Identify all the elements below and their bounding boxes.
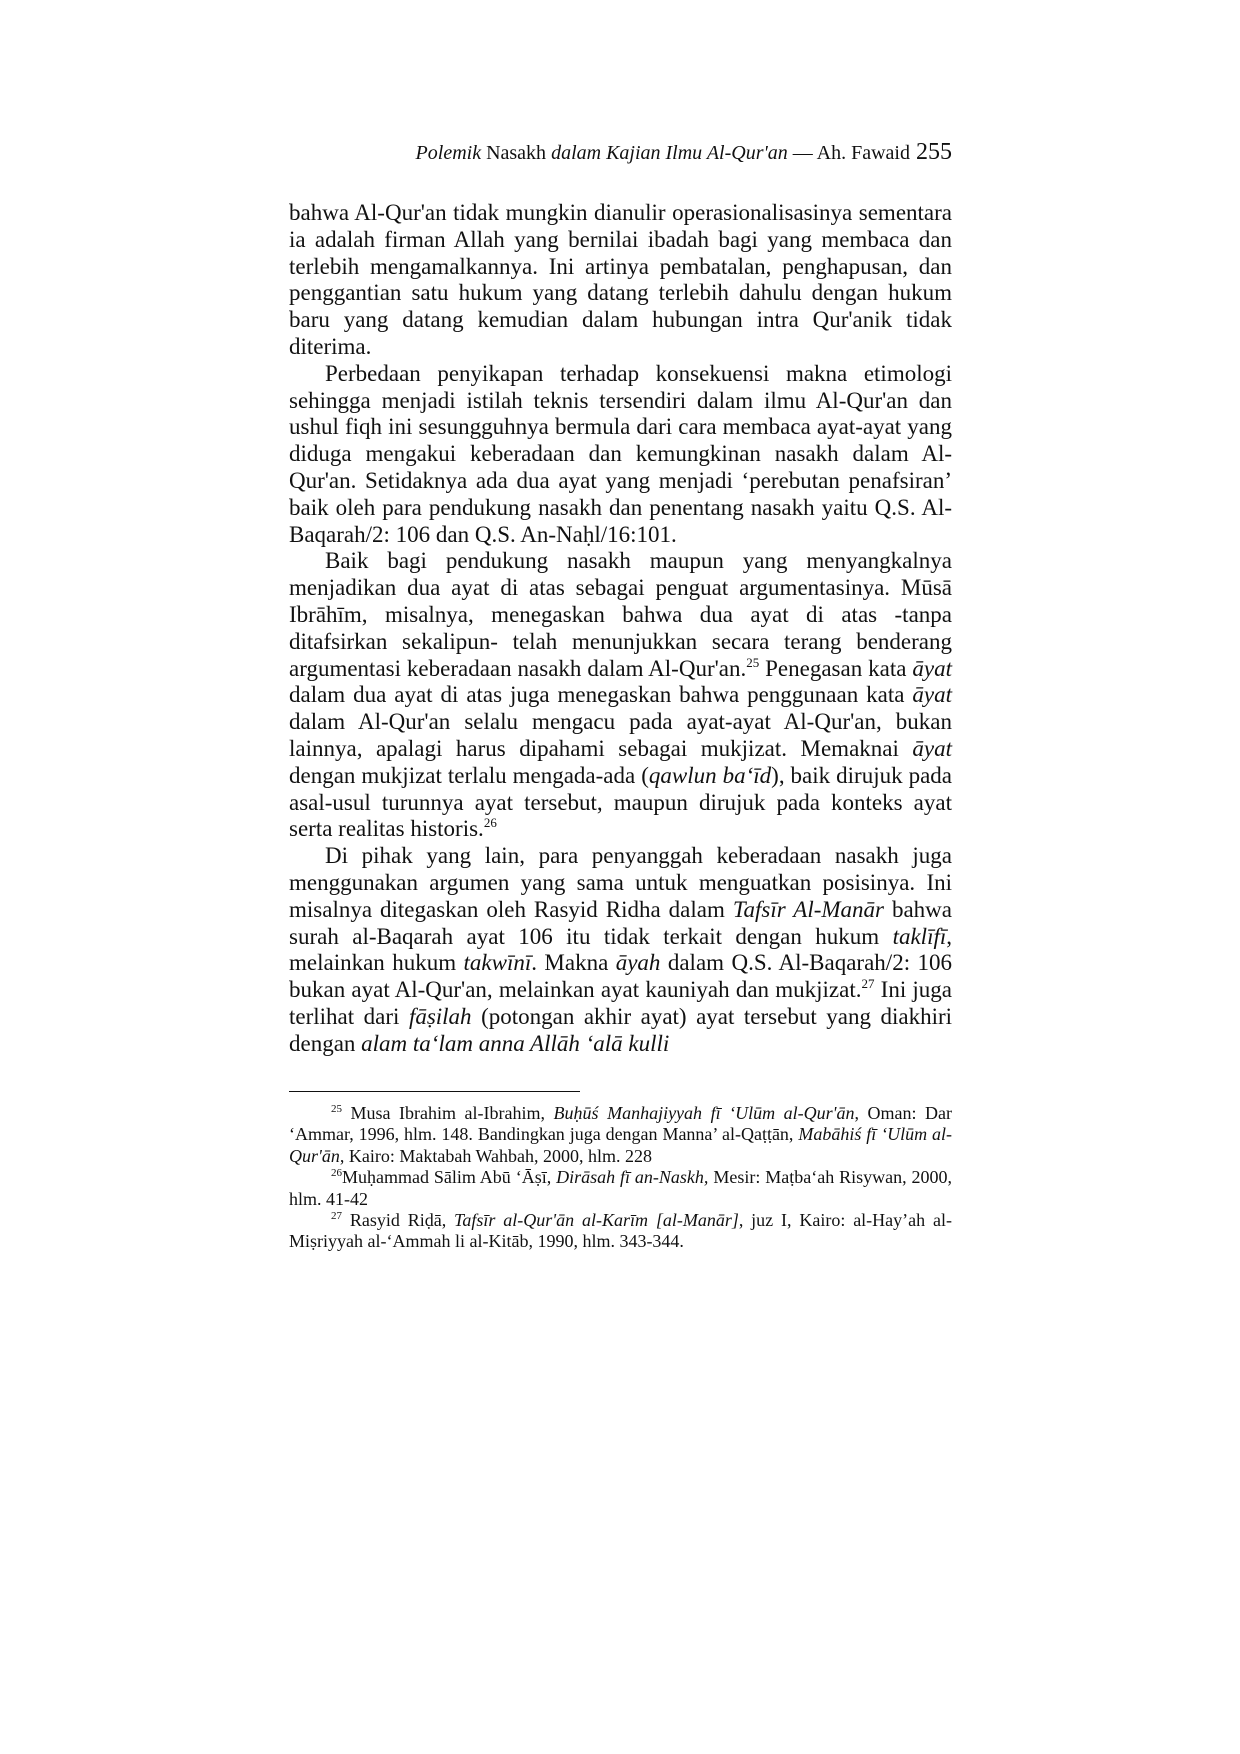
footnote-ref-26[interactable]: 26	[483, 815, 497, 831]
footnote-ref-27[interactable]: 27	[861, 976, 875, 992]
italic-title: Mabāhiś fī ‘Ulūm al-Qur'ān	[289, 1124, 952, 1166]
footnote-ref-25[interactable]: 25	[746, 654, 760, 670]
paragraph-2: Perbedaan penyikapan terhadap konsekuensi makna etimologi sehingga menjadi istilah teknis tersendiri dalam ilmu Al-Qur'an dan ushul fiqh ini sesungguhnya bermula dari cara membaca ayat-ayat yang diduga mengakui keberadaan dan kemungkinan nasakh dalam Al-Qur'an. Setidaknya ada dua ayat yang menjadi ‘perebutan penafsiran’ baik oleh para pendukung nasakh dan penentang nasakh yaitu Q.S. Al-Baqarah/2: 106 dan Q.S. An-Naḥl/16:101.	[289, 360, 952, 547]
text-span: bahwa surah al-Baqarah ayat 106 itu tidak terkait dengan hukum	[289, 896, 952, 949]
italic-term: takwīnī	[463, 950, 532, 976]
italic-term: āyat	[912, 655, 952, 681]
italic-term: alam ta‘lam anna Allāh ‘alā kulli	[361, 1030, 670, 1056]
header-dash: —	[787, 142, 817, 164]
italic-term: qawlun ba‘īd	[648, 762, 772, 788]
text-span: Ini juga terlihat dari	[289, 977, 952, 1029]
italic-term: fāṣilah	[408, 1003, 472, 1029]
footnotes	[289, 1103, 952, 1253]
text-span: (potongan akhir ayat) ayat tersebut yang diakhiri dengan	[289, 1003, 953, 1056]
text-span: dalam dua ayat di atas juga menegaskan bahwa penggunaan kata	[289, 682, 913, 708]
footnote-25	[289, 1103, 952, 1167]
header-author: Ah. Fawaid	[816, 142, 910, 164]
paragraph-1: bahwa Al-Qur'an tidak mungkin dianulir operasionalisasinya sementara ia adalah firman Allah yang bernilai ibadah bagi yang membaca dan terlebih mengamalkannya. Ini artinya pembatalan, penghapusan, dan penggantian satu hukum yang datang terlebih dahulu dengan hukum baru yang datang kemudian dalam hubungan intra Qur'anik tidak diterima.	[289, 200, 952, 359]
text-span: , Oman: Dar ‘Ammar, 1996, hlm. 148. Bandingkan juga dengan Manna’ al-Qaṭṭān,	[289, 1103, 952, 1145]
text-span: Muḥammad Sālim Abū ‘Āṣī,	[342, 1167, 557, 1188]
footnote-number: 27	[331, 1210, 342, 1223]
page-number: 255	[916, 139, 952, 165]
italic-title: Tafsīr al-Qur'ān al-Karīm [al-Manār]	[454, 1210, 739, 1231]
body-text	[289, 200, 952, 1058]
text-span: , Kairo: Maktabah Wahbah, 2000, hlm. 228	[339, 1145, 653, 1166]
book-page	[289, 0, 952, 1754]
footnote-separator	[289, 1091, 580, 1092]
paragraph-4	[289, 843, 952, 1057]
text-span: Penegasan kata	[759, 655, 913, 681]
italic-title: Buḥūś Manhajiyyah fī ‘Ulūm al-Qur'ān	[553, 1103, 855, 1123]
text-span: Baik bagi pendukung nasakh maupun yang menyangkalnya menjadikan dua ayat di atas sebagai penguat argumentasinya. Mūsā Ibrāhīm, misalnya, menegaskan bahwa dua ayat di atas -tanpa ditafsirkan sekalipun- telah menunjukkan secara terang benderang argumentasi keberadaan nasakh dalam Al-Qur'an.	[289, 548, 952, 681]
footnote-26	[289, 1167, 952, 1210]
header-title-italic-rest: dalam Kajian Ilmu Al-Qur'an	[551, 142, 788, 164]
text-span: Musa Ibrahim al-Ibrahim,	[342, 1103, 554, 1123]
header-title-italic: Polemik	[415, 142, 482, 164]
text-span: dengan mukjizat terlalu mengada-ada (	[289, 762, 649, 788]
text-span: . Makna	[531, 950, 616, 976]
footnote-27	[289, 1210, 952, 1253]
italic-title: Dirāsah fī an-Naskh,	[556, 1167, 709, 1188]
text-span: Di pihak yang lain, para penyanggah keberadaan nasakh juga menggunakan argumen yang sama untuk menguatkan posisinya. Ini misalnya ditegaskan oleh Rasyid Ridha dalam	[289, 843, 952, 922]
text-span: dalam Al-Qur'an selalu mengacu pada ayat-ayat Al-Qur'an, bukan lainnya, apalagi harus dipahami sebagai mukjizat. Memaknai	[289, 709, 952, 761]
text-span: , juz I, Kairo: al-Hay’ah al-Miṣriyyah al-‘Ammah li al-Kitāb, 1990, hlm. 343-344.	[289, 1210, 952, 1252]
running-header	[289, 139, 952, 166]
text-span: Rasyid Riḍā,	[342, 1210, 455, 1231]
italic-term: āyah	[615, 950, 661, 976]
italic-term: āyat	[912, 682, 952, 708]
text-span: dalam Q.S. Al-Baqarah/2: 106 bukan ayat Al-Qur'an, melainkan ayat kauniyah dan mukjizat.	[289, 950, 952, 1003]
header-title-roman: Nasakh	[481, 142, 552, 164]
text-span: , melainkan hukum	[289, 923, 952, 976]
italic-term: āyat	[912, 735, 952, 761]
text-span: ), baik dirujuk pada asal-usul turunnya ayat tersebut, maupun dirujuk pada konteks ayat serta realitas historis.	[289, 762, 952, 842]
text-span: Mesir: Maṭba‘ah Risywan, 2000, hlm. 41-42	[289, 1167, 952, 1209]
footnote-number: 26	[331, 1167, 342, 1180]
italic-term: Tafsīr Al-Manār	[732, 896, 884, 922]
paragraph-3	[289, 548, 952, 843]
italic-term: taklīfī	[892, 923, 947, 949]
footnote-number: 25	[331, 1103, 342, 1115]
